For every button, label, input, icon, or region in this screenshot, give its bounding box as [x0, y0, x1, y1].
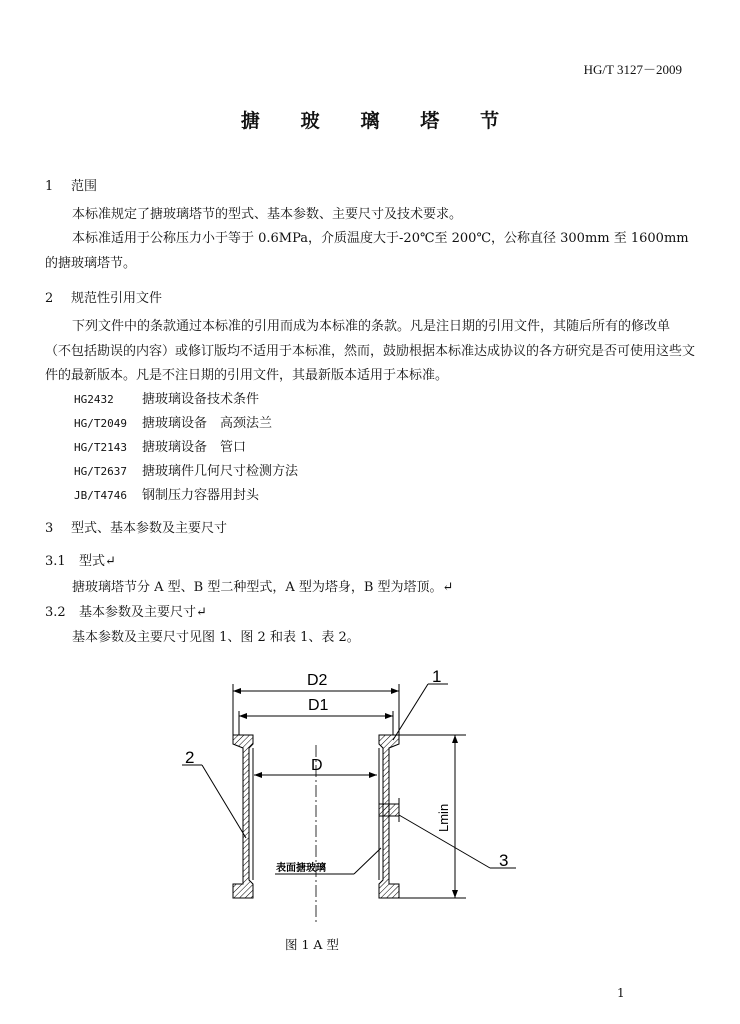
section-3-2-text: 基本参数及主要尺寸见图 1、图 2 和表 1、表 2。	[72, 630, 360, 645]
reference-code: HG/T2637	[74, 465, 127, 478]
d2-arrow-right	[391, 688, 399, 694]
section-number: 3.1	[45, 554, 66, 569]
d2-label: D2	[307, 672, 328, 689]
d1-arrow-right	[385, 713, 393, 719]
section-title: 型式↵	[79, 554, 116, 569]
section-1-paragraph-2: 本标准适用于公称压力小于等于 0.6MPa，介质温度大于-20℃至 200℃，公称直径 300mm 至 1600mm 的搪玻璃塔节。	[45, 231, 689, 271]
reference-code: JB/T4746	[74, 489, 127, 502]
side-nozzle	[379, 804, 399, 816]
d1-arrow-left	[239, 713, 247, 719]
d-arrow-right	[369, 772, 377, 778]
reference-name: 搪玻璃设备 高颈法兰	[142, 416, 273, 431]
section-title: 范围	[71, 179, 98, 194]
page-number: 1	[617, 986, 625, 1000]
lmin-label: Lmin	[436, 803, 451, 832]
callout-2-leader	[202, 765, 246, 838]
left-wall-section	[233, 735, 253, 898]
section-title: 规范性引用文件	[71, 291, 163, 306]
section-number: 1	[45, 179, 54, 194]
reference-name: 搪玻璃设备技术条件	[142, 392, 260, 407]
d2-arrow-left	[233, 688, 241, 694]
d-label: D	[311, 757, 323, 774]
section-3-1-text: 搪玻璃塔节分 A 型、B 型二种型式，A 型为塔身，B 型为塔顶。↵	[72, 580, 454, 595]
section-2-paragraph: 下列文件中的条款通过本标准的引用而成为本标准的条款。凡是注日期的引用文件，其随后所有的修改单（不包括勘误的内容）或修订版均不适用于本标准，然而，鼓励根据本标准达成协议的各方研究是否可使用这些文件的最新版本。凡是不注日期的引用文件，其最新版本适用于本标准。	[45, 319, 696, 383]
reference-name: 搪玻璃设备 管口	[142, 440, 247, 455]
reference-code: HG2432	[74, 393, 114, 406]
page-title: 搪 玻 璃 塔 节	[240, 110, 517, 132]
d-arrow-left	[254, 772, 262, 778]
reference-name: 钢制压力容器用封头	[142, 488, 260, 503]
section-title: 基本参数及主要尺寸↵	[79, 605, 207, 620]
section-number: 2	[45, 291, 54, 306]
lmin-arrow-top	[452, 735, 458, 743]
figure-caption: 图 1 A 型	[285, 937, 339, 952]
surface-note-label: 表面搪玻璃	[276, 863, 326, 874]
section-number: 3.2	[45, 605, 66, 620]
callout-3-label: 3	[499, 851, 509, 870]
reference-code: HG/T2143	[74, 441, 127, 454]
surface-note-leader	[354, 848, 381, 874]
lmin-arrow-bottom	[452, 890, 458, 898]
document-number: HG/T 3127－2009	[583, 62, 682, 77]
callout-2-label: 2	[185, 748, 195, 767]
d1-label: D1	[308, 697, 329, 714]
reference-code: HG/T2049	[74, 417, 127, 430]
reference-name: 搪玻璃件几何尺寸检测方法	[142, 464, 299, 479]
callout-1-label: 1	[432, 667, 442, 686]
section-number: 3	[45, 521, 54, 536]
section-title: 型式、基本参数及主要尺寸	[71, 521, 228, 536]
section-1-paragraph-1: 本标准规定了搪玻璃塔节的型式、基本参数、主要尺寸及技术要求。	[72, 207, 463, 222]
callout-1-leader	[393, 684, 428, 740]
